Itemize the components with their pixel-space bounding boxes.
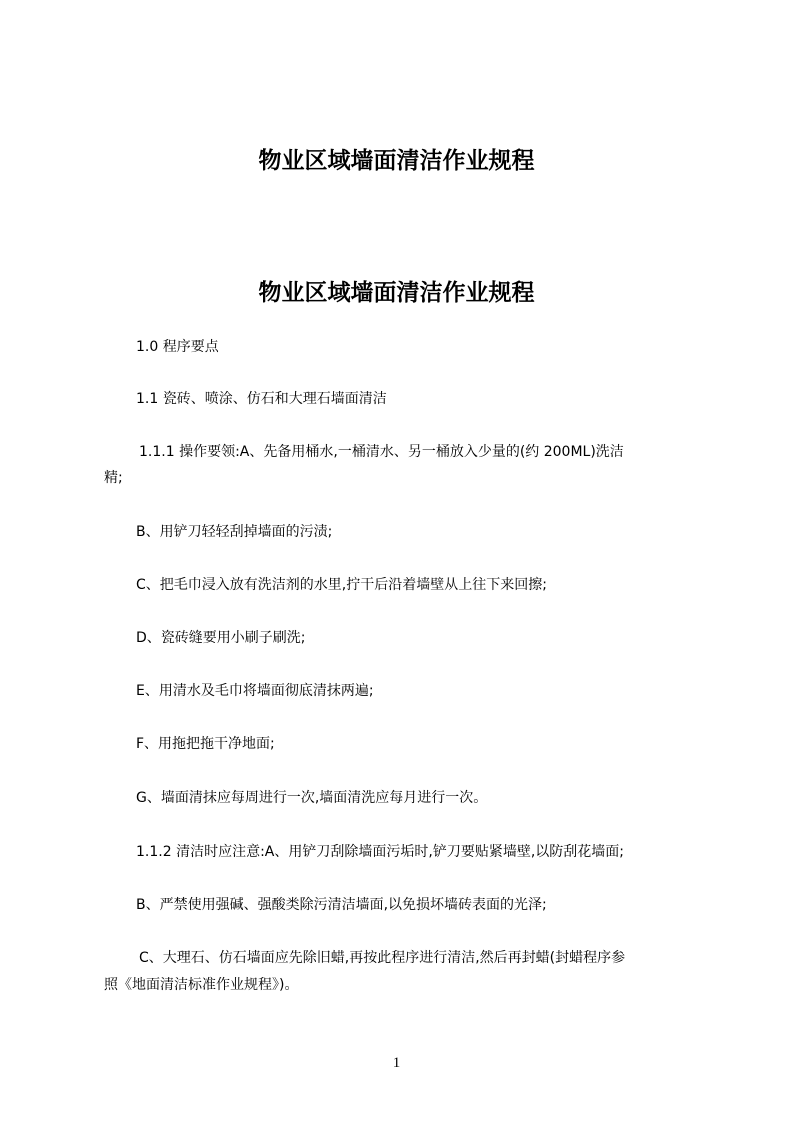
document-title: 物业区域墙面清洁作业规程 (258, 280, 535, 306)
paragraph-1-1-1: 1.1.1 操作要领:A、先备用桶水,一桶清水、另一桶放入少量的(约 200ML)洗洁 (139, 444, 624, 460)
caution-c-continuation: 照《地面清洁标准作业规程》)。 (104, 977, 299, 993)
cover-title: 物业区域墙面清洁作业规程 (258, 148, 535, 174)
caution-b: B、严禁使用强碱、强酸类除污清洁墙面,以免损坏墙砖表面的光泽; (136, 897, 547, 913)
step-f: F、用拖把拖干净地面; (136, 736, 275, 752)
step-b: B、用铲刀轻轻刮掉墙面的污渍; (136, 524, 333, 540)
caution-c: C、大理石、仿石墙面应先除旧蜡,再按此程序进行清洁,然后再封蜡(封蜡程序参 (139, 950, 626, 966)
section-heading-1-0: 1.0 程序要点 (136, 339, 219, 355)
paragraph-1-1-1-continuation: 精; (104, 470, 123, 486)
step-c: C、把毛巾浸入放有洗洁剂的水里,拧干后沿着墙壁从上往下来回擦; (136, 577, 547, 593)
page-number: 1 (392, 1055, 401, 1071)
step-e: E、用清水及毛巾将墙面彻底清抹两遍; (136, 683, 374, 699)
step-d: D、瓷砖缝要用小刷子刷洗; (136, 630, 306, 646)
step-g: G、墙面清抹应每周进行一次,墙面清洗应每月进行一次。 (136, 790, 488, 806)
paragraph-1-1-2: 1.1.2 清洁时应注意:A、用铲刀刮除墙面污垢时,铲刀要贴紧墙壁,以防刮花墙面; (136, 844, 624, 860)
section-heading-1-1: 1.1 瓷砖、喷涂、仿石和大理石墙面清洁 (136, 391, 387, 407)
